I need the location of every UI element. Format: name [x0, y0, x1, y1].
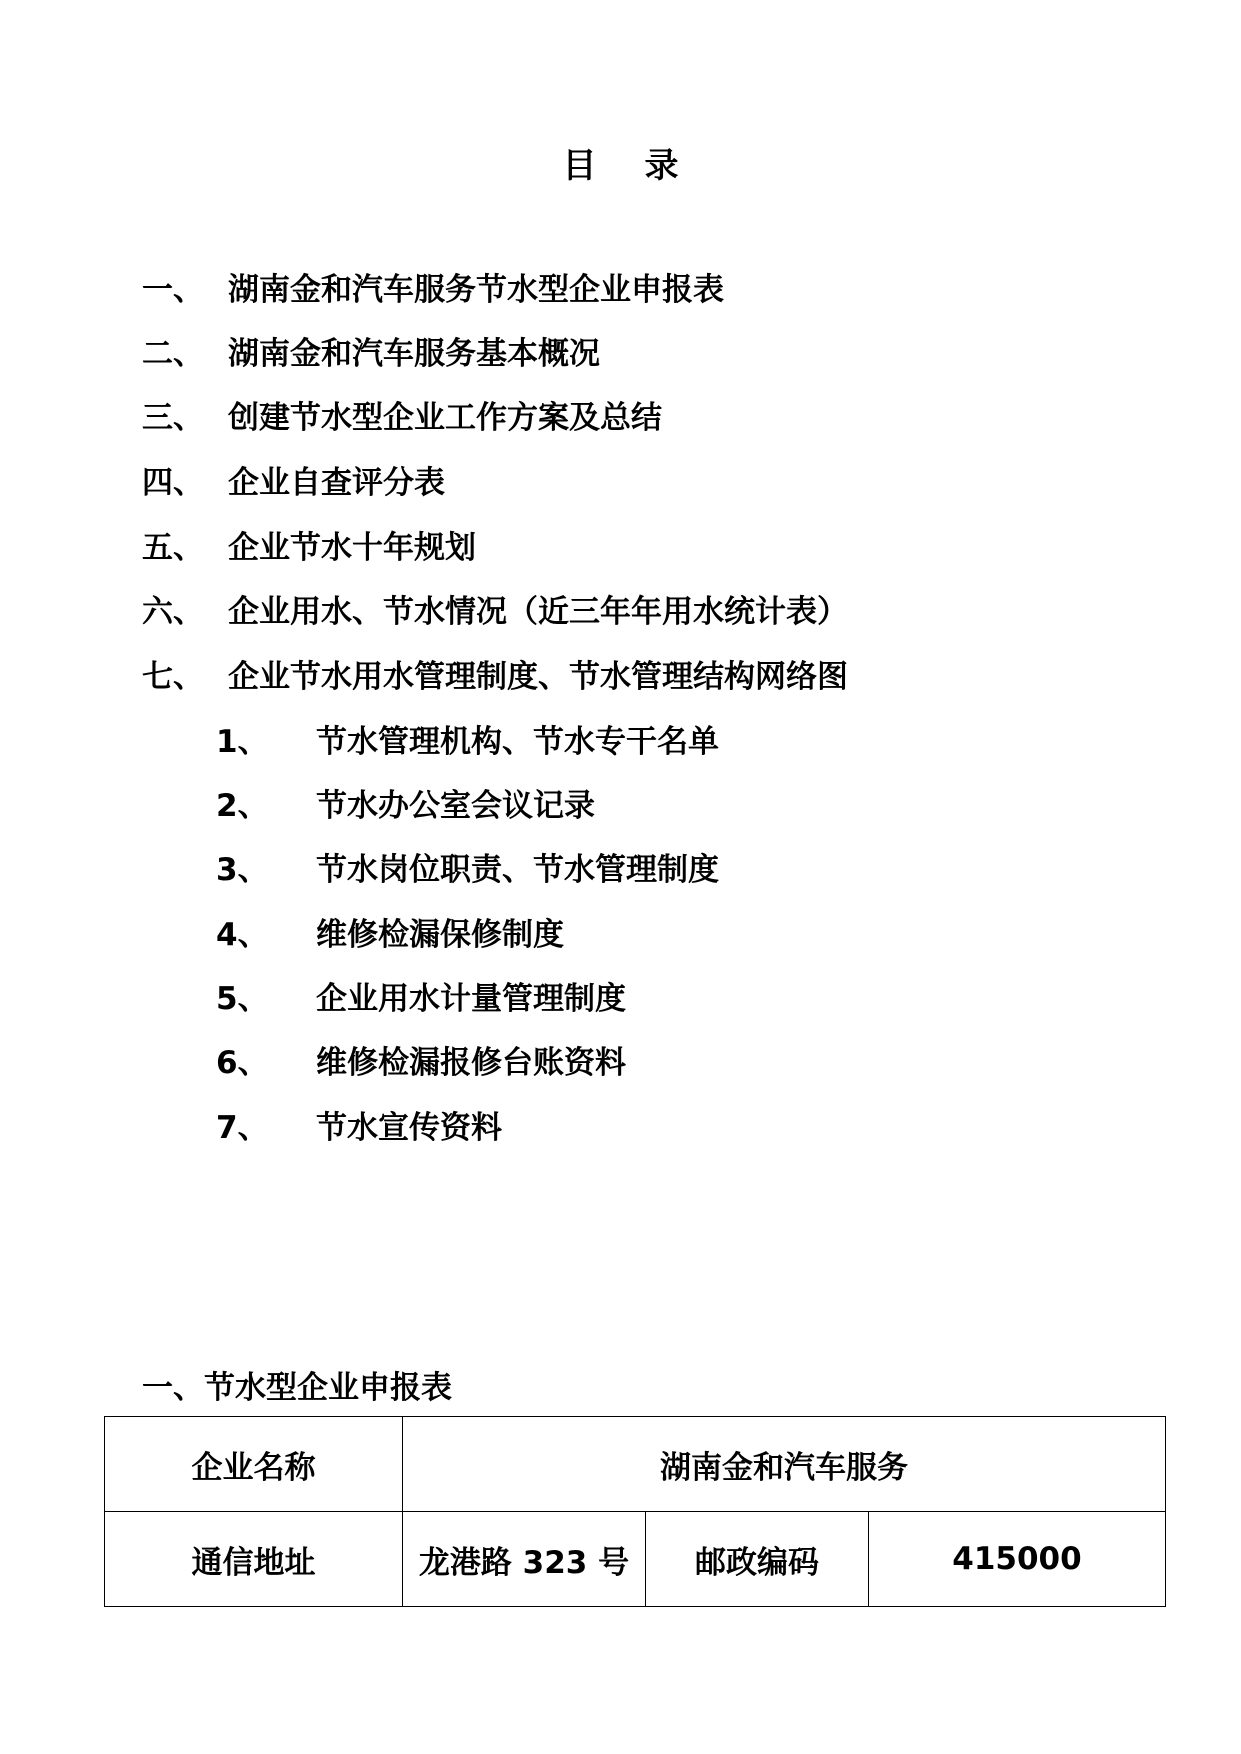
toc-sub-item — [216, 1108, 1016, 1148]
address-label: 通信地址 — [105, 1512, 403, 1607]
toc-item-text: 湖南金和汽车服务节水型企业申报表 — [228, 272, 724, 308]
toc-sub-item-number: 3、 — [216, 852, 269, 888]
toc-item-number: 四、 — [142, 465, 204, 501]
toc-item-text: 创建节水型企业工作方案及总结 — [228, 400, 662, 436]
toc-item-number: 五、 — [142, 530, 204, 566]
table-row — [105, 1417, 1166, 1512]
toc-item — [142, 592, 1042, 632]
toc-item-text: 企业节水十年规划 — [228, 530, 476, 566]
toc-item-number: 二、 — [142, 336, 204, 372]
toc-item — [142, 398, 1042, 438]
toc-sub-item-number: 5、 — [216, 981, 269, 1017]
toc-item-number: 三、 — [142, 400, 204, 436]
section-heading: 一、节水型企业申报表 — [142, 1370, 452, 1406]
toc-sub-item-number: 7、 — [216, 1110, 269, 1146]
toc-sub-item-text: 维修检漏保修制度 — [316, 917, 564, 953]
toc-sub-item — [216, 979, 1016, 1019]
toc-item — [142, 334, 1042, 374]
toc-sub-item — [216, 915, 1016, 955]
toc-sub-item-text: 节水宣传资料 — [316, 1110, 502, 1146]
toc-item-text: 湖南金和汽车服务基本概况 — [228, 336, 600, 372]
postal-code-label: 邮政编码 — [646, 1512, 869, 1607]
toc-sub-item — [216, 1043, 1016, 1083]
toc-sub-item-number: 1、 — [216, 724, 269, 760]
toc-sub-item-text: 维修检漏报修台账资料 — [316, 1045, 626, 1081]
toc-sub-item-text: 节水办公室会议记录 — [316, 788, 595, 824]
company-name-value: 湖南金和汽车服务 — [403, 1417, 1166, 1512]
table-row — [105, 1512, 1166, 1607]
toc-item-text: 企业节水用水管理制度、节水管理结构网络图 — [228, 659, 848, 695]
toc-sub-item — [216, 850, 1016, 890]
toc-item — [142, 463, 1042, 503]
page-title: 目录 — [562, 146, 727, 186]
toc-sub-item — [216, 786, 1016, 826]
address-value: 龙港路 323 号 — [403, 1512, 646, 1607]
company-name-label: 企业名称 — [105, 1417, 403, 1512]
toc-item-text: 企业自查评分表 — [228, 465, 445, 501]
toc-sub-item-text: 企业用水计量管理制度 — [316, 981, 626, 1017]
toc-item-text: 企业用水、节水情况（近三年年用水统计表） — [228, 594, 848, 630]
toc-sub-item — [216, 722, 1016, 762]
postal-code-value: 415000 — [869, 1512, 1166, 1607]
toc-sub-item-number: 4、 — [216, 917, 269, 953]
toc-sub-item-text: 节水管理机构、节水专干名单 — [316, 724, 719, 760]
application-form-table — [104, 1416, 1166, 1607]
toc-item — [142, 270, 1042, 310]
toc-item-number: 六、 — [142, 594, 204, 630]
toc-item-number: 七、 — [142, 659, 204, 695]
toc-item — [142, 657, 1042, 697]
toc-sub-item-text: 节水岗位职责、节水管理制度 — [316, 852, 719, 888]
toc-item-number: 一、 — [142, 272, 204, 308]
toc-item — [142, 528, 1042, 568]
toc-sub-item-number: 6、 — [216, 1045, 269, 1081]
toc-sub-item-number: 2、 — [216, 788, 269, 824]
